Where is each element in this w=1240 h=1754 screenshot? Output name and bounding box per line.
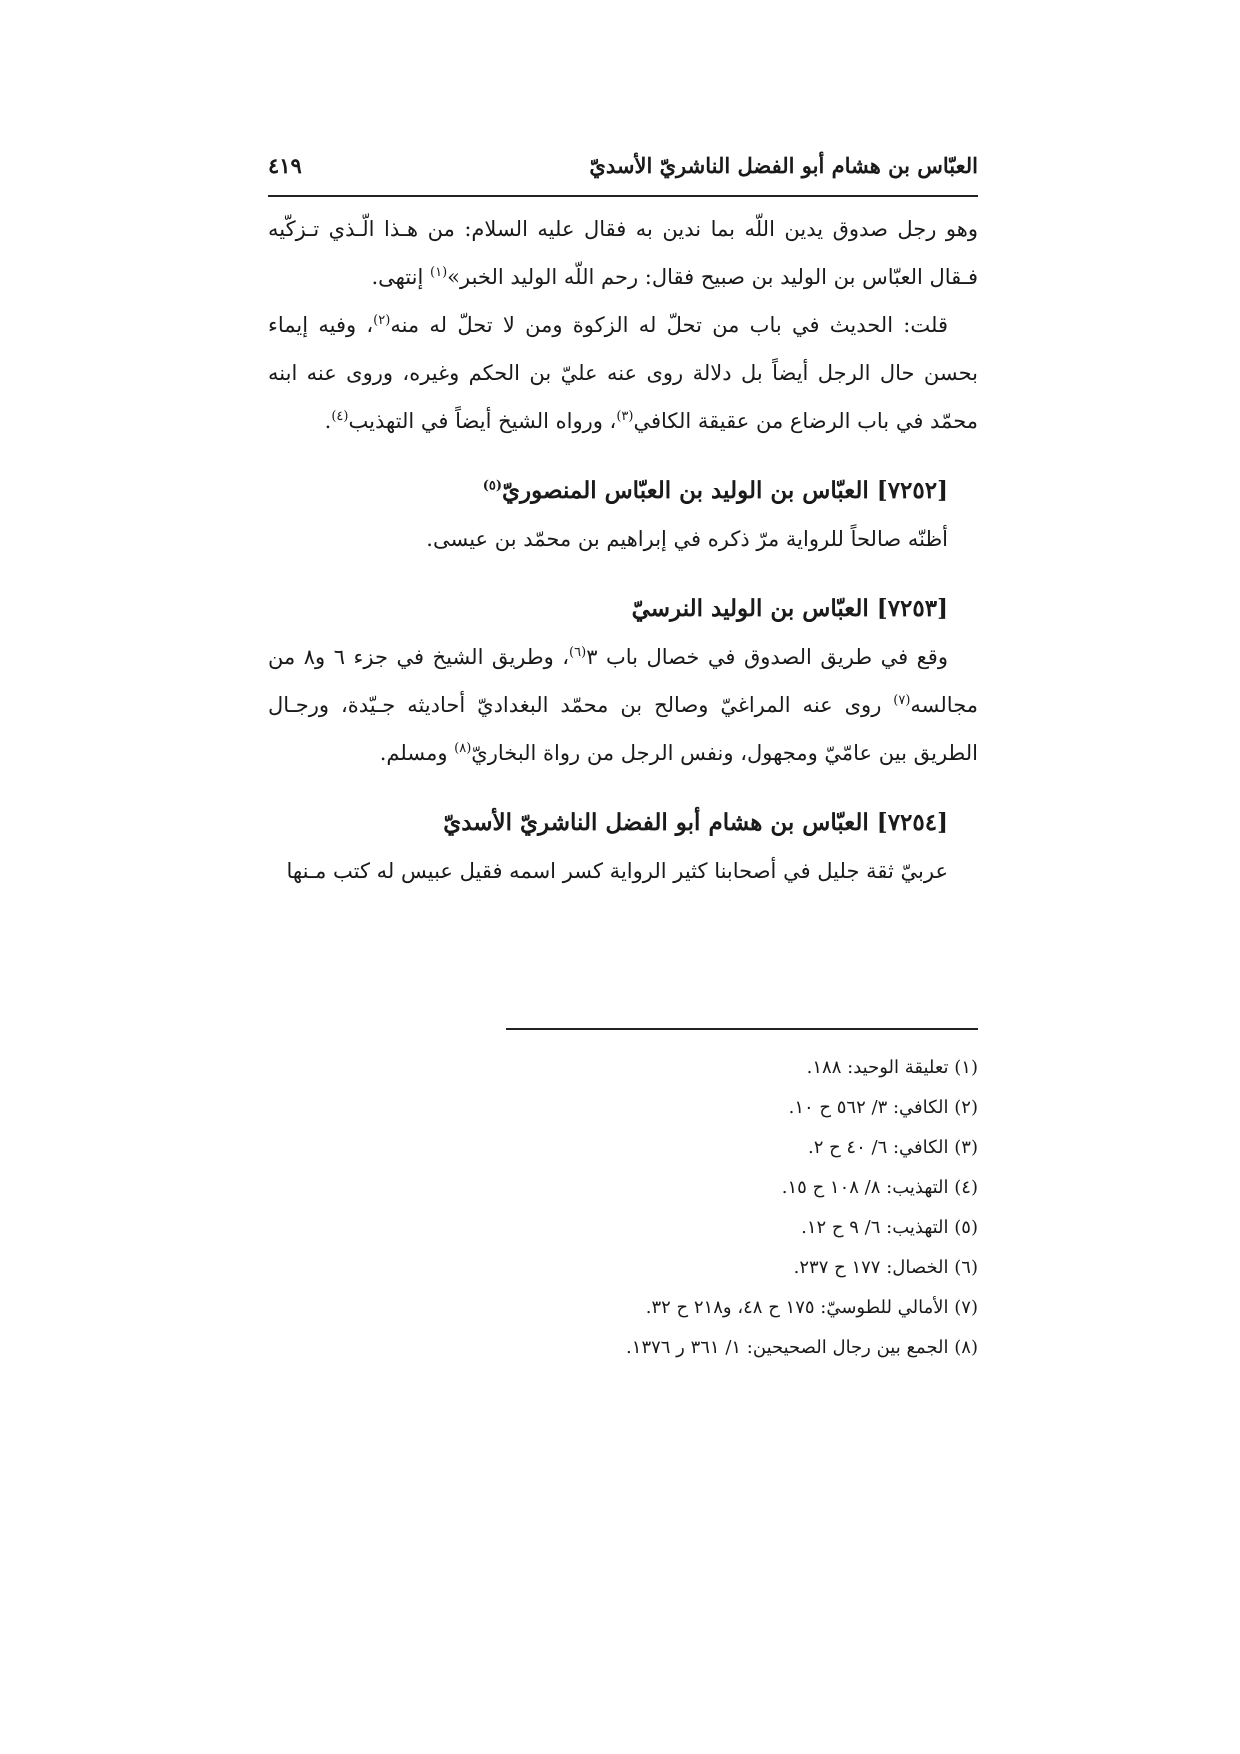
running-title: العبّاس بن هشام أبو الفضل الناشريّ الأسديّ: [589, 153, 978, 178]
text-run: وهو رجل صدوق يدين اللّه بما ندين به فقال عليه السلام: من هـذا الّـذي تـزكّيه فـقال العبّاس بن الوليد بن صبيح فقال: رحم اللّه الوليد الخبر»: [268, 217, 978, 289]
footnote: (٢) الكافي: ٣/ ٥٦٢ ح ١٠.: [788, 1097, 978, 1118]
text-run: ، ورواه الشيخ أيضاً في التهذيب: [348, 409, 617, 433]
text-run: ومسلم.: [379, 741, 455, 765]
footnote: (٥) التهذيب: ٦/ ٩ ح ١٢.: [801, 1217, 978, 1238]
footnote: (٤) التهذيب: ٨/ ١٠٨ ح ١٥.: [781, 1177, 978, 1198]
footnote: (١) تعليقة الوحيد: ١٨٨.: [806, 1057, 978, 1078]
entry-heading-text: [٧٢٥٣] العبّاس بن الوليد النرسيّ: [631, 595, 948, 622]
footnote: (٨) الجمع بين رجال الصحيحين: ١/ ٣٦١ ر ١٣٧٦.: [626, 1337, 978, 1358]
text-run: روى عنه المراغيّ وصالح بن محمّد البغداديّ أحاديثه جـيّدة، ورجـال الطريق بين عامّيّ ومجهول، ونفس الرجل من رواة البخاريّ: [268, 693, 978, 765]
text-run: إنتهى.: [371, 265, 430, 289]
footnote: (٣) الكافي: ٦/ ٤٠ ح ٢.: [807, 1137, 978, 1158]
footnote-marker: (١): [430, 265, 448, 280]
text-run: ، وفيه إيماء بحسن حال الرجل أيضاً بل دلالة روى عنه عليّ بن الحكم وغيره، وروى عنه ابنه محمّد في باب الرضاع من عقيقة الكافي: [268, 313, 978, 433]
entry-text: أظنّه صالحاً للرواية مرّ ذكره في إبراهيم بن محمّد بن عيسى.: [426, 527, 948, 551]
entry-heading: [268, 467, 948, 515]
paragraph-commentary: [268, 301, 978, 445]
page-number: ٤١٩: [268, 153, 302, 178]
footnote-marker: (٣): [616, 409, 634, 424]
footnote: (٧) الأمالي للطوسيّ: ١٧٥ ح ٤٨، و٢١٨ ح ٣٢.: [645, 1297, 978, 1318]
footnote-marker: (٧): [893, 693, 911, 708]
text-run: ، وطريق الشيخ في جزء ٦ و٨ من مجالسه: [268, 645, 978, 717]
entry-text: عربيّ ثقة جليل في أصحابنا كثير الرواية كسر اسمه فقيل عبيس له كتب مـنها: [286, 859, 948, 883]
entry-heading: [268, 799, 948, 847]
footnote: (٦) الخصال: ١٧٧ ح ٢٣٧.: [793, 1257, 978, 1278]
book-page: [268, 0, 978, 1754]
page-header: [268, 145, 978, 197]
footnote-divider: [506, 1028, 978, 1030]
footnote-marker: (٤): [331, 409, 349, 424]
entry-heading-text: [٧٢٥٢] العبّاس بن الوليد بن العبّاس المنصوريّ: [502, 477, 948, 504]
paragraph-continuation: [268, 205, 978, 301]
footnote-marker: (٥): [482, 478, 503, 494]
entry-text: [268, 633, 978, 777]
entry-heading-text: [٧٢٥٤] العبّاس بن هشام أبو الفضل الناشريّ الأسديّ: [443, 809, 948, 836]
footnote-marker: (٨): [454, 741, 472, 756]
entry-heading: [268, 585, 948, 633]
footnotes-list: [268, 1048, 978, 1368]
main-text: [268, 205, 978, 895]
text-run: .: [324, 409, 332, 433]
text-run: قلت: الحديث في باب من تحلّ له الزكوة ومن لا تحلّ له منه: [390, 313, 948, 337]
text-run: وقع في طريق الصدوق في خصال باب ٣: [586, 645, 948, 669]
footnote-marker: (٦): [569, 645, 587, 660]
footnote-marker: (٢): [373, 313, 391, 328]
